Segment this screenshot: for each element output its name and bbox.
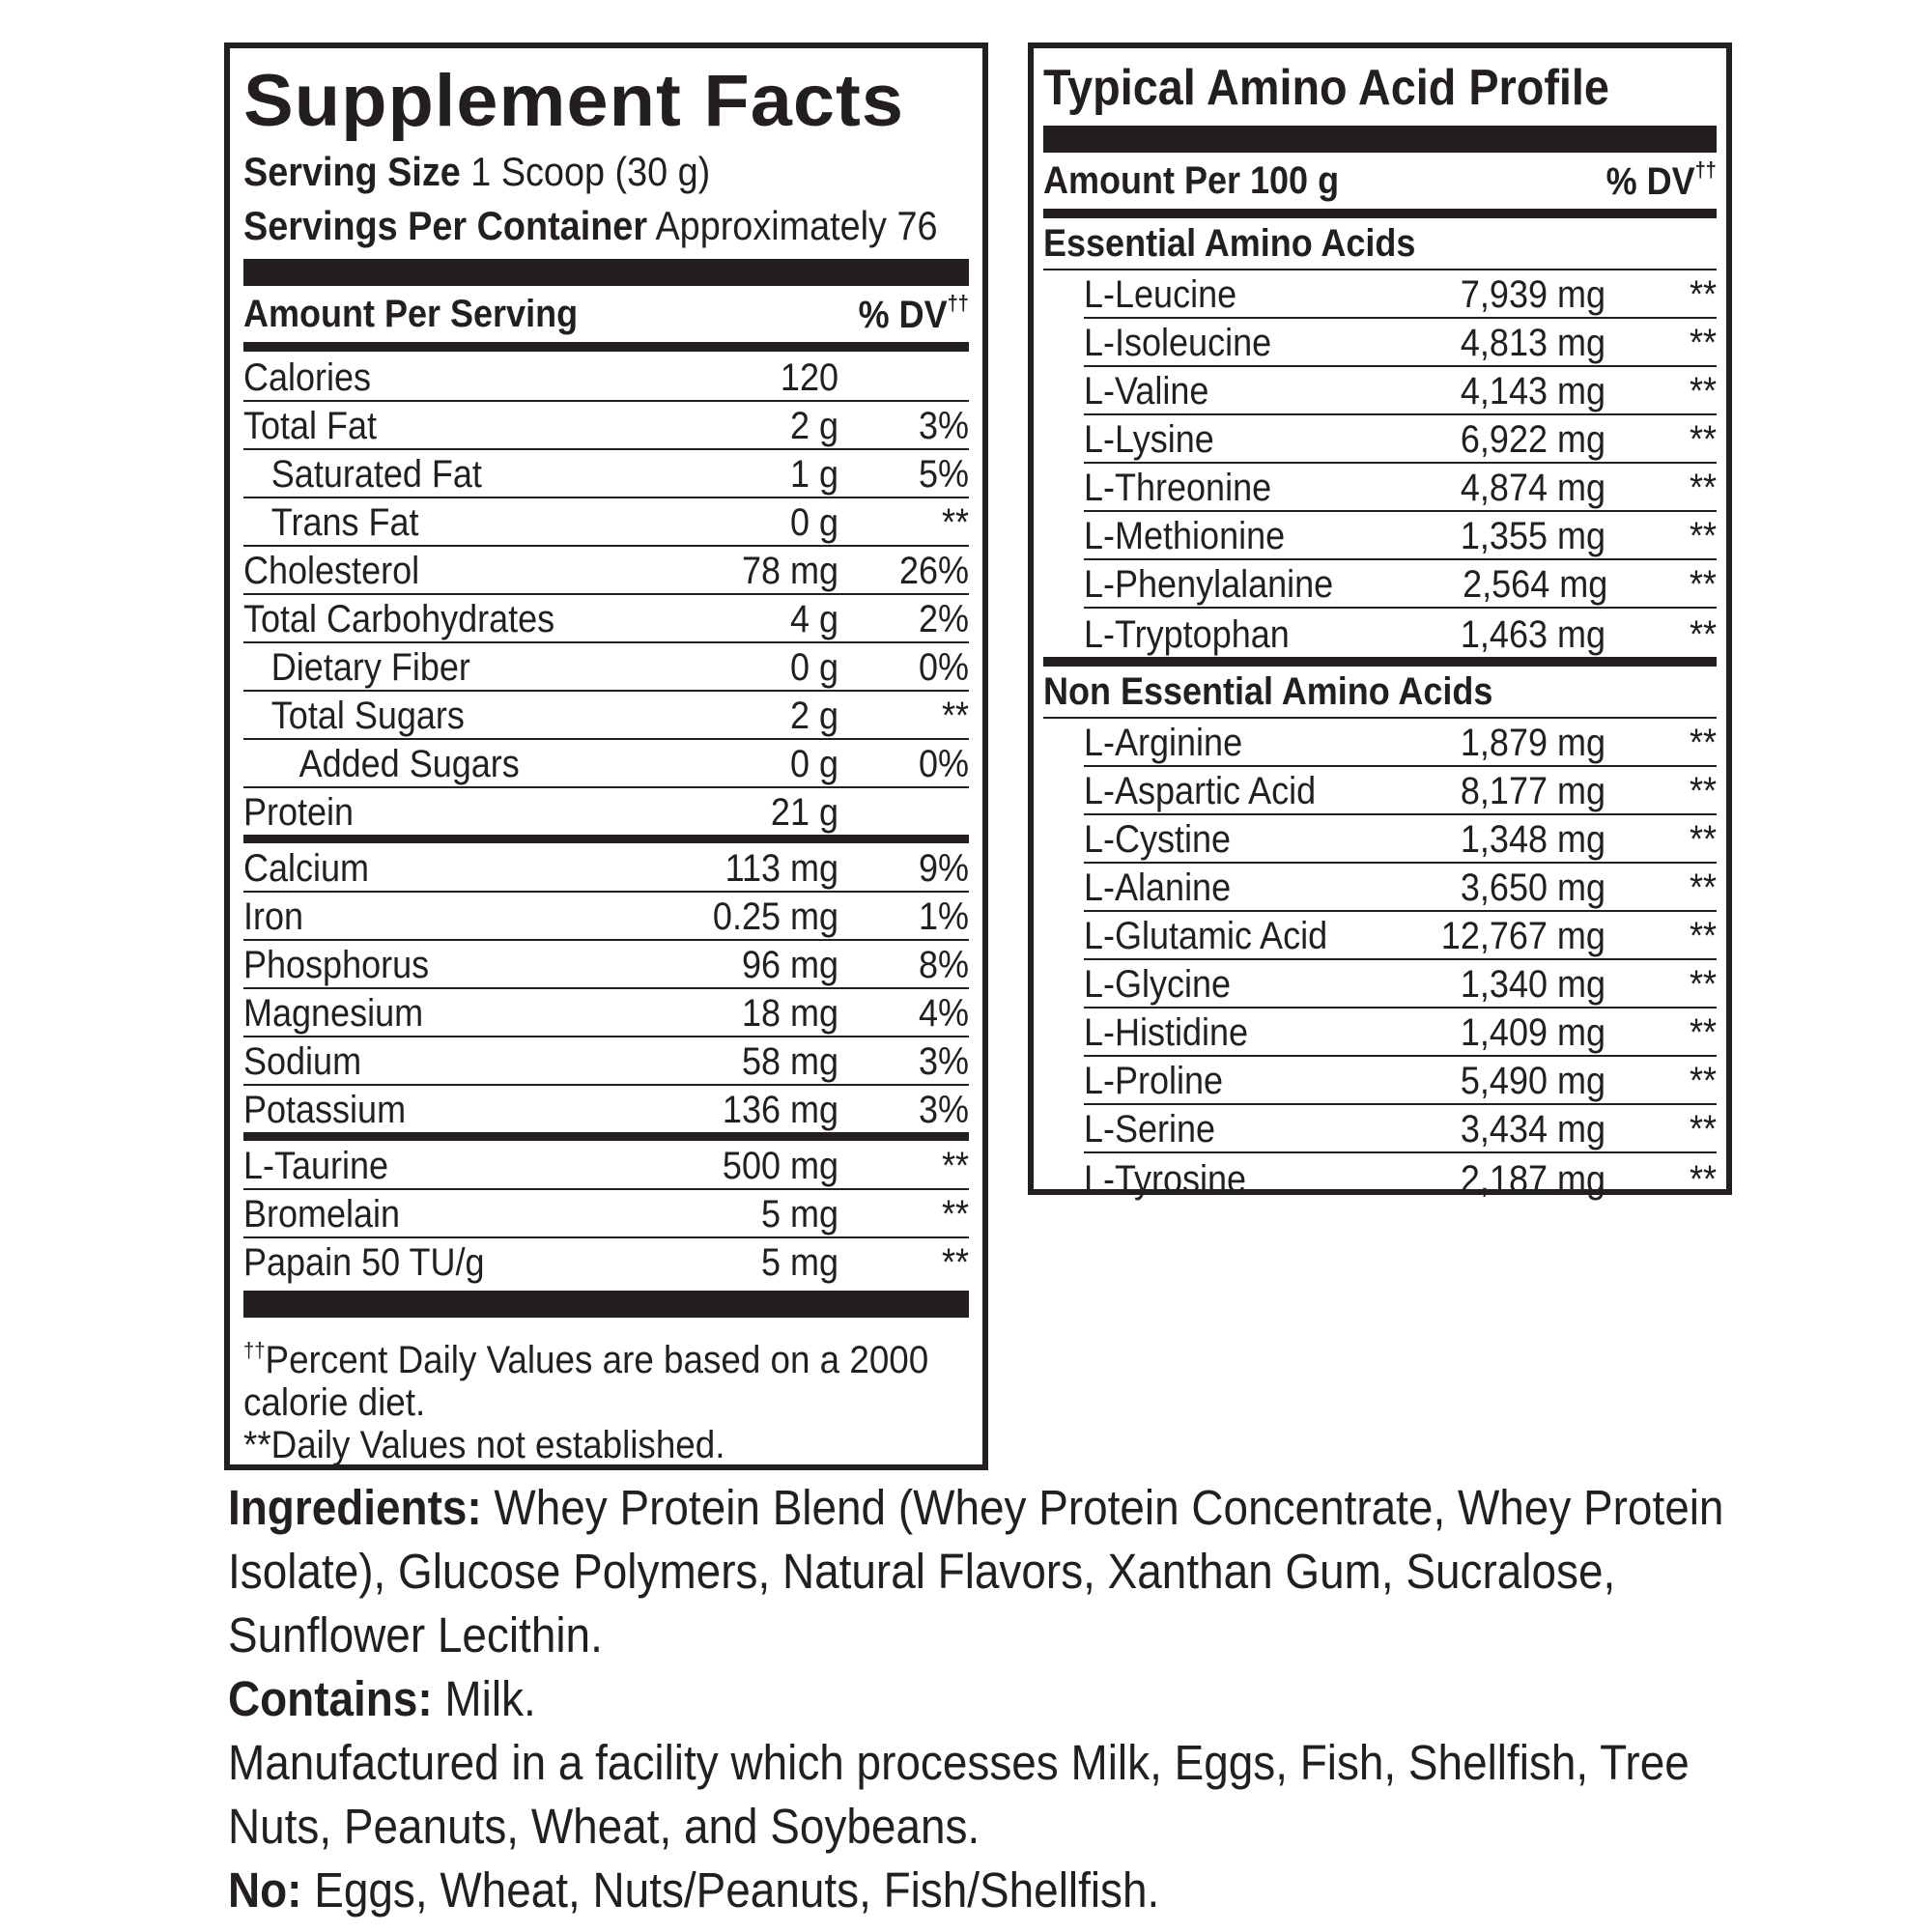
amino-dv: **: [1689, 613, 1717, 656]
ingredients-block: [228, 1476, 1735, 1922]
nutrient-name: Saturated Fat: [270, 453, 482, 496]
amino-dv: **: [1689, 1108, 1717, 1151]
amino-name: L-Tyrosine: [1084, 1158, 1247, 1201]
amino-amount: 4,874 mg: [1460, 467, 1605, 509]
amino-amount: 1,463 mg: [1460, 613, 1605, 656]
footnote-daily-values: [243, 1329, 944, 1424]
amino-row-l-histidine: [1084, 1009, 1717, 1057]
nutrient-amount: 4 g: [789, 598, 838, 640]
amino-row-l-serine: [1084, 1105, 1717, 1153]
dv-header: [859, 291, 969, 337]
nutrient-dv: 5%: [918, 453, 969, 496]
amino-name: L-Leucine: [1084, 273, 1237, 316]
amino-amount: 12,767 mg: [1440, 915, 1606, 957]
amino-dv: **: [1689, 1158, 1717, 1201]
nutrient-amount: 113 mg: [724, 847, 838, 890]
servings-label: Servings Per Container: [243, 203, 648, 248]
facts-row-potassium: [243, 1084, 969, 1132]
contains-text: Milk.: [444, 1671, 536, 1726]
amino-name: L-Glutamic Acid: [1084, 915, 1328, 957]
amino-row-l-cystine: [1084, 815, 1717, 864]
nutrient-dv: 2%: [918, 598, 969, 640]
nutrient-dv: **: [941, 1145, 969, 1187]
nutrient-amount: 2 g: [789, 405, 838, 447]
divider-medium: [243, 342, 969, 352]
amino-row-l-phenylalanine: [1084, 560, 1717, 609]
footnote-1-text: Percent Daily Values are based on a 2000 calorie diet.: [243, 1339, 929, 1424]
amino-row-l-methionine: [1084, 512, 1717, 560]
facts-row-trans-fat: [243, 497, 969, 545]
essential-section-label: Essential Amino Acids: [1043, 222, 1416, 265]
amino-amount: 1,879 mg: [1460, 722, 1605, 764]
amino-title: Typical Amino Acid Profile: [1043, 60, 1609, 116]
amino-dv: **: [1689, 867, 1717, 909]
nutrient-dv: 3%: [918, 1089, 969, 1131]
serving-size-value: 1 Scoop (30 g): [470, 149, 711, 194]
nutrient-dv: **: [941, 1193, 969, 1236]
amino-amount: 1,340 mg: [1460, 963, 1605, 1006]
nutrient-name: L-Taurine: [243, 1145, 389, 1187]
nutrient-dv: 4%: [918, 992, 969, 1035]
servings-value: Approximately 76: [655, 203, 938, 248]
dv-header-text: % DV: [858, 294, 948, 336]
amino-amount: 5,490 mg: [1460, 1060, 1605, 1102]
amino-amount: 7,939 mg: [1460, 273, 1605, 316]
amino-name: L-Phenylalanine: [1084, 563, 1334, 606]
amino-row-l-aspartic-acid: [1084, 767, 1717, 815]
amino-name: L-Isoleucine: [1084, 322, 1272, 364]
nutrient-name: Total Fat: [243, 405, 378, 447]
amino-amount: 8,177 mg: [1460, 770, 1605, 812]
nutrient-amount: 78 mg: [741, 550, 838, 592]
free-from-text: Eggs, Wheat, Nuts/Peanuts, Fish/Shellfish.: [314, 1862, 1160, 1918]
amino-row-l-threonine: [1084, 464, 1717, 512]
amino-name: L-Tryptophan: [1084, 613, 1290, 656]
nutrient-amount: 5 mg: [760, 1241, 838, 1284]
nutrient-name: Calories: [243, 356, 372, 399]
amino-name: L-Lysine: [1084, 418, 1214, 461]
ingredients-label: Ingredients:: [228, 1480, 482, 1535]
facts-row-saturated-fat: [243, 448, 969, 497]
amino-row-l-valine: [1084, 367, 1717, 415]
nutrient-dv: 0%: [918, 646, 969, 689]
ingredients-text: Whey Protein Blend (Whey Protein Concentrate, Whey Protein Isolate), Glucose Polymers, Natural Flavors, Xanthan Gum, Sucralose, Sunflower Lecithin.: [228, 1480, 1724, 1662]
amino-amount: 4,813 mg: [1460, 322, 1605, 364]
nutrient-name: Bromelain: [243, 1193, 401, 1236]
nutrient-name: Total Carbohydrates: [243, 598, 555, 640]
nutrient-amount: 96 mg: [741, 944, 838, 986]
amount-per-serving-label: Amount Per Serving: [243, 292, 579, 335]
amino-row-l-proline: [1084, 1057, 1717, 1105]
nutrient-dv: 9%: [918, 847, 969, 890]
facts-header-row: [243, 286, 969, 342]
amino-amount: 6,922 mg: [1460, 418, 1605, 461]
amino-acid-panel: [1028, 43, 1732, 1201]
dv-dagger-mark: ††: [1694, 157, 1717, 182]
footnote-dagger-mark: ††: [243, 1338, 266, 1362]
amino-amount: 3,434 mg: [1460, 1108, 1605, 1151]
serving-size-label: Serving Size: [243, 149, 461, 194]
nutrient-name: Dietary Fiber: [270, 646, 470, 689]
nutrient-amount: 500 mg: [722, 1145, 838, 1187]
facts-row-protein: [243, 786, 969, 835]
amino-dv: **: [1689, 1011, 1717, 1054]
nutrient-name: Cholesterol: [243, 550, 420, 592]
amino-name: L-Arginine: [1084, 722, 1243, 764]
supplement-facts-title: Supplement Facts: [243, 60, 904, 142]
nutrient-amount: 58 mg: [741, 1040, 838, 1083]
nutrient-name: Trans Fat: [270, 501, 419, 544]
divider-thick: [243, 259, 969, 286]
amino-name: L-Alanine: [1084, 867, 1232, 909]
amino-name: L-Cystine: [1084, 818, 1232, 861]
divider-thick: [1043, 126, 1717, 153]
facility-note: Manufactured in a facility which processes Milk, Eggs, Fish, Shellfish, Tree Nuts, Peanuts, Wheat, and Soybeans.: [228, 1735, 1690, 1854]
facts-row-total-carbohydrates: [243, 593, 969, 641]
essential-list: [1043, 270, 1717, 657]
amino-row-l-isoleucine: [1084, 319, 1717, 367]
amino-name: L-Aspartic Acid: [1084, 770, 1317, 812]
amino-row-l-glutamic-acid: [1084, 912, 1717, 960]
amino-dv: **: [1689, 322, 1717, 364]
non-essential-section-label: Non Essential Amino Acids: [1043, 670, 1493, 713]
amino-row-l-glycine: [1084, 960, 1717, 1009]
amino-row-l-tyrosine: [1084, 1153, 1717, 1202]
divider-thick-bottom: [243, 1291, 969, 1318]
amino-amount: 3,650 mg: [1460, 867, 1605, 909]
nutrient-amount: 18 mg: [741, 992, 838, 1035]
facts-row-l-taurine: [243, 1132, 969, 1188]
amino-dv: **: [1689, 467, 1717, 509]
facts-row-phosphorus: [243, 939, 969, 987]
ingredients-paragraph: [228, 1476, 1733, 1667]
footnote-not-established: **Daily Values not established.: [243, 1424, 725, 1466]
amino-dv: **: [1689, 722, 1717, 764]
facts-row-cholesterol: [243, 545, 969, 593]
facts-row-magnesium: [243, 987, 969, 1036]
supplement-facts-panel: [224, 43, 988, 1470]
nutrient-amount: 21 g: [770, 791, 838, 834]
nutrient-name: Added Sugars: [298, 743, 520, 785]
nutrient-name: Calcium: [243, 847, 370, 890]
amino-dv: **: [1689, 273, 1717, 316]
nutrient-name: Potassium: [243, 1089, 407, 1131]
nutrient-amount: 120: [780, 356, 838, 399]
facts-footnotes: [243, 1318, 944, 1466]
amino-dv: **: [1689, 370, 1717, 412]
amino-name: L-Proline: [1084, 1060, 1224, 1102]
nutrient-dv: **: [941, 1241, 969, 1284]
nutrient-dv: **: [941, 695, 969, 737]
amino-dv: **: [1689, 915, 1717, 957]
amino-amount: 2,564 mg: [1463, 563, 1608, 606]
amino-name: L-Threonine: [1084, 467, 1272, 509]
amino-dv: **: [1689, 963, 1717, 1006]
dv-dagger-mark: ††: [947, 291, 969, 315]
dv-header-text: % DV: [1605, 160, 1695, 203]
facts-row-bromelain: [243, 1188, 969, 1236]
facts-row-calcium: [243, 835, 969, 891]
amino-name: L-Methionine: [1084, 515, 1286, 557]
amino-amount: 1,409 mg: [1460, 1011, 1605, 1054]
amino-header-row: [1043, 153, 1717, 209]
nutrient-name: Magnesium: [243, 992, 424, 1035]
facts-row-calories: [243, 352, 969, 400]
amino-dv: **: [1689, 418, 1717, 461]
nutrient-name: Total Sugars: [270, 695, 465, 737]
nutrient-amount: 5 mg: [760, 1193, 838, 1236]
amino-row-l-leucine: [1084, 270, 1717, 319]
contains-label: Contains:: [228, 1671, 433, 1726]
nutrient-dv: 3%: [918, 1040, 969, 1083]
nutrient-name: Protein: [243, 791, 355, 834]
facts-row-iron: [243, 891, 969, 939]
nutrient-amount: 0 g: [789, 743, 838, 785]
amino-row-l-arginine: [1084, 719, 1717, 767]
nutrient-amount: 2 g: [789, 695, 838, 737]
nutrient-dv: 0%: [918, 743, 969, 785]
nutrient-dv: 26%: [898, 550, 969, 592]
dv-header: [1606, 157, 1717, 204]
amino-amount: 4,143 mg: [1460, 370, 1605, 412]
amino-dv: **: [1689, 515, 1717, 557]
amino-name: L-Valine: [1084, 370, 1209, 412]
amino-amount: 1,355 mg: [1460, 515, 1605, 557]
amino-row-l-lysine: [1084, 415, 1717, 464]
facts-row-papain: [243, 1236, 969, 1285]
facts-table: [243, 352, 969, 1285]
amino-dv: **: [1689, 1060, 1717, 1102]
facts-row-total-sugars: [243, 690, 969, 738]
nutrient-amount: 0.25 mg: [712, 895, 838, 938]
facts-row-sodium: [243, 1036, 969, 1084]
amino-name: L-Histidine: [1084, 1011, 1249, 1054]
amino-dv: **: [1689, 818, 1717, 861]
amino-dv: **: [1689, 563, 1717, 606]
nutrient-name: Sodium: [243, 1040, 362, 1083]
facts-row-dietary-fiber: [243, 641, 969, 690]
amino-row-l-tryptophan: [1084, 609, 1717, 657]
amino-dv: **: [1689, 770, 1717, 812]
amino-amount: 1,348 mg: [1460, 818, 1605, 861]
nutrient-dv: 1%: [918, 895, 969, 938]
amino-name: L-Glycine: [1084, 963, 1232, 1006]
nutrient-dv: 3%: [918, 405, 969, 447]
nutrient-dv: **: [941, 501, 969, 544]
nutrient-name: Phosphorus: [243, 944, 430, 986]
nutrient-dv: 8%: [918, 944, 969, 986]
servings-per-container: [243, 199, 938, 253]
divider-medium: [1043, 209, 1717, 218]
facts-row-added-sugars: [243, 738, 969, 786]
facts-row-total-fat: [243, 400, 969, 448]
nutrient-name: Iron: [243, 895, 304, 938]
free-from-label: No:: [228, 1862, 302, 1918]
nutrient-amount: 0 g: [789, 646, 838, 689]
amino-row-l-alanine: [1084, 864, 1717, 912]
nutrient-amount: 136 mg: [722, 1089, 838, 1131]
nutrient-amount: 1 g: [789, 453, 838, 496]
serving-size: [243, 145, 896, 199]
free-from-paragraph: [228, 1859, 1733, 1922]
section-divider: [1043, 657, 1717, 667]
contains-paragraph: [228, 1667, 1733, 1731]
amino-name: L-Serine: [1084, 1108, 1216, 1151]
nutrient-amount: 0 g: [789, 501, 838, 544]
amino-amount: 2,187 mg: [1460, 1158, 1605, 1201]
non-essential-list: [1043, 719, 1717, 1202]
nutrient-name: Papain 50 TU/g: [243, 1241, 485, 1284]
amount-per-100g-label: Amount Per 100 g: [1043, 158, 1340, 202]
